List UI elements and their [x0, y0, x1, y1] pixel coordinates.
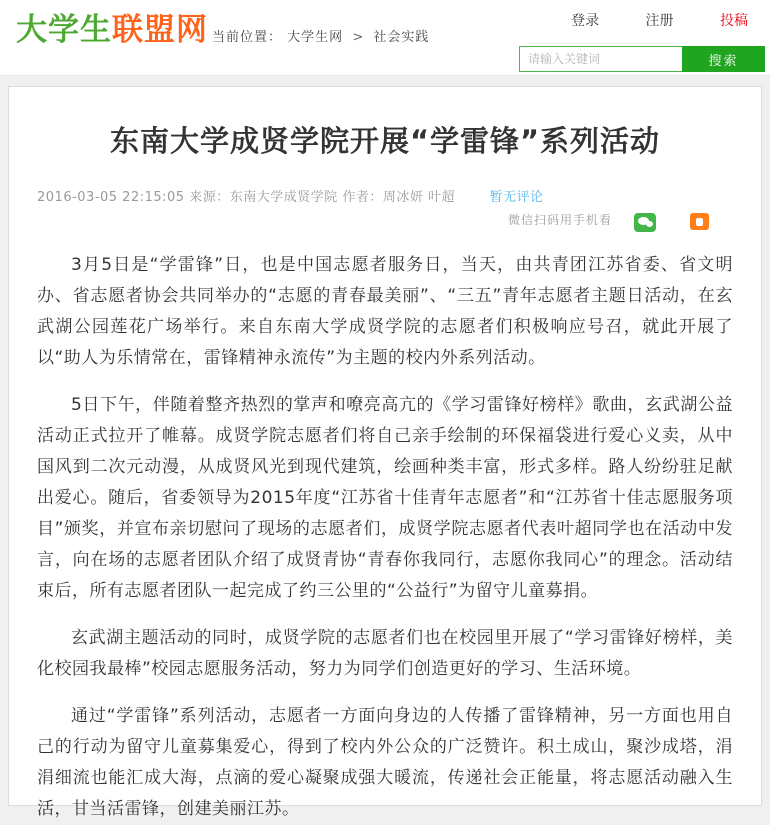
share-row — [9, 213, 709, 232]
search-input[interactable] — [519, 46, 682, 72]
submit-article-link[interactable]: 投稿 — [720, 13, 748, 29]
article-author: 作者：周冰妍 叶超 — [342, 190, 456, 205]
top-nav — [529, 10, 748, 30]
wechat-icon[interactable] — [634, 213, 656, 232]
article-paragraph: 5日下午，伴随着整齐热烈的掌声和嘹亮高亢的《学习雷锋好榜样》歌曲，玄武湖公益活动正式拉开了帷幕。成贤学院志愿者们将自己亲手绘制的环保福袋进行爱心义卖，从中国风到二次元动漫，从成贤风光到现代建筑，绘画种类丰富，形式多样。路人纷纷驻足献出爱心。随后，省委领导为2015年度“江苏省十佳青年志愿者”和“江苏省十佳志愿服务项目”颁奖，并宣布亲切慰问了现场的志愿者们，成贤学院志愿者代表叶超同学也在活动中发言，向在场的志愿者团队介绍了成贤青协“青春你我同行，志愿你我同心”的理念。活动结束后，所有志愿者团队一起完成了约三公里的“公益行”为留守儿童募捐。 — [37, 395, 733, 601]
breadcrumb-separator: > — [352, 30, 365, 45]
mobile-view-icon[interactable] — [690, 213, 709, 230]
breadcrumb-site-link[interactable]: 大学生网 — [287, 30, 344, 45]
publish-datetime: 2016-03-05 22:15:05 — [37, 190, 185, 205]
breadcrumb — [212, 26, 429, 45]
comments-link[interactable]: 暂无评论 — [489, 190, 544, 205]
site-logo[interactable] — [16, 12, 208, 48]
article-paragraph: 3月5日是“学雷锋”日，也是中国志愿者服务日，当天，由共青团江苏省委、省文明办、省志愿者协会共同举办的“志愿的青春最美丽”、“三五”青年志愿者主题日活动，在玄武湖公园莲花广场举行。来自东南大学成贤学院的志愿者们积极响应号召，就此开展了以“助人为乐情常在，雷锋精神永流传”为主题的校内外系列活动。 — [37, 255, 733, 368]
article-paragraph: 玄武湖主题活动的同时，成贤学院的志愿者们也在校园里开展了“学习雷锋好榜样，美化校园我最棒”校园志愿服务活动，努力为同学们创造更好的学习、生活环境。 — [37, 628, 733, 679]
logo-text-green: 大学生 — [16, 12, 112, 48]
login-link[interactable]: 登录 — [571, 13, 600, 29]
article-source: 来源：东南大学成贤学院 — [189, 190, 338, 205]
article-title: 东南大学成贤学院开展“学雷锋”系列活动 — [109, 124, 661, 158]
site-header — [0, 0, 770, 76]
article-body — [9, 232, 761, 825]
search-button[interactable]: 搜索 — [682, 46, 765, 72]
breadcrumb-prefix: 当前位置： — [212, 30, 283, 45]
search-bar — [519, 46, 765, 72]
article-paragraph: 通过“学雷锋”系列活动，志愿者一方面向身边的人传播了雷锋精神，另一方面也用自己的行动为留守儿童募集爱心，得到了校内外公众的广泛赞许。积土成山，聚沙成塔，涓涓细流也能汇成大海，点滴的爱心凝聚成强大暖流，传递社会正能量，将志愿活动融入生活，甘当活雷锋，创建美丽江苏。 — [37, 706, 733, 819]
register-link[interactable]: 注册 — [645, 13, 674, 29]
article-card — [8, 86, 762, 819]
logo-text-orange: 联盟网 — [112, 12, 208, 48]
article-meta — [37, 186, 761, 205]
breadcrumb-category-link[interactable]: 社会实践 — [373, 30, 430, 45]
wechat-scan-hint: 微信扫码用手机看 — [507, 213, 612, 225]
